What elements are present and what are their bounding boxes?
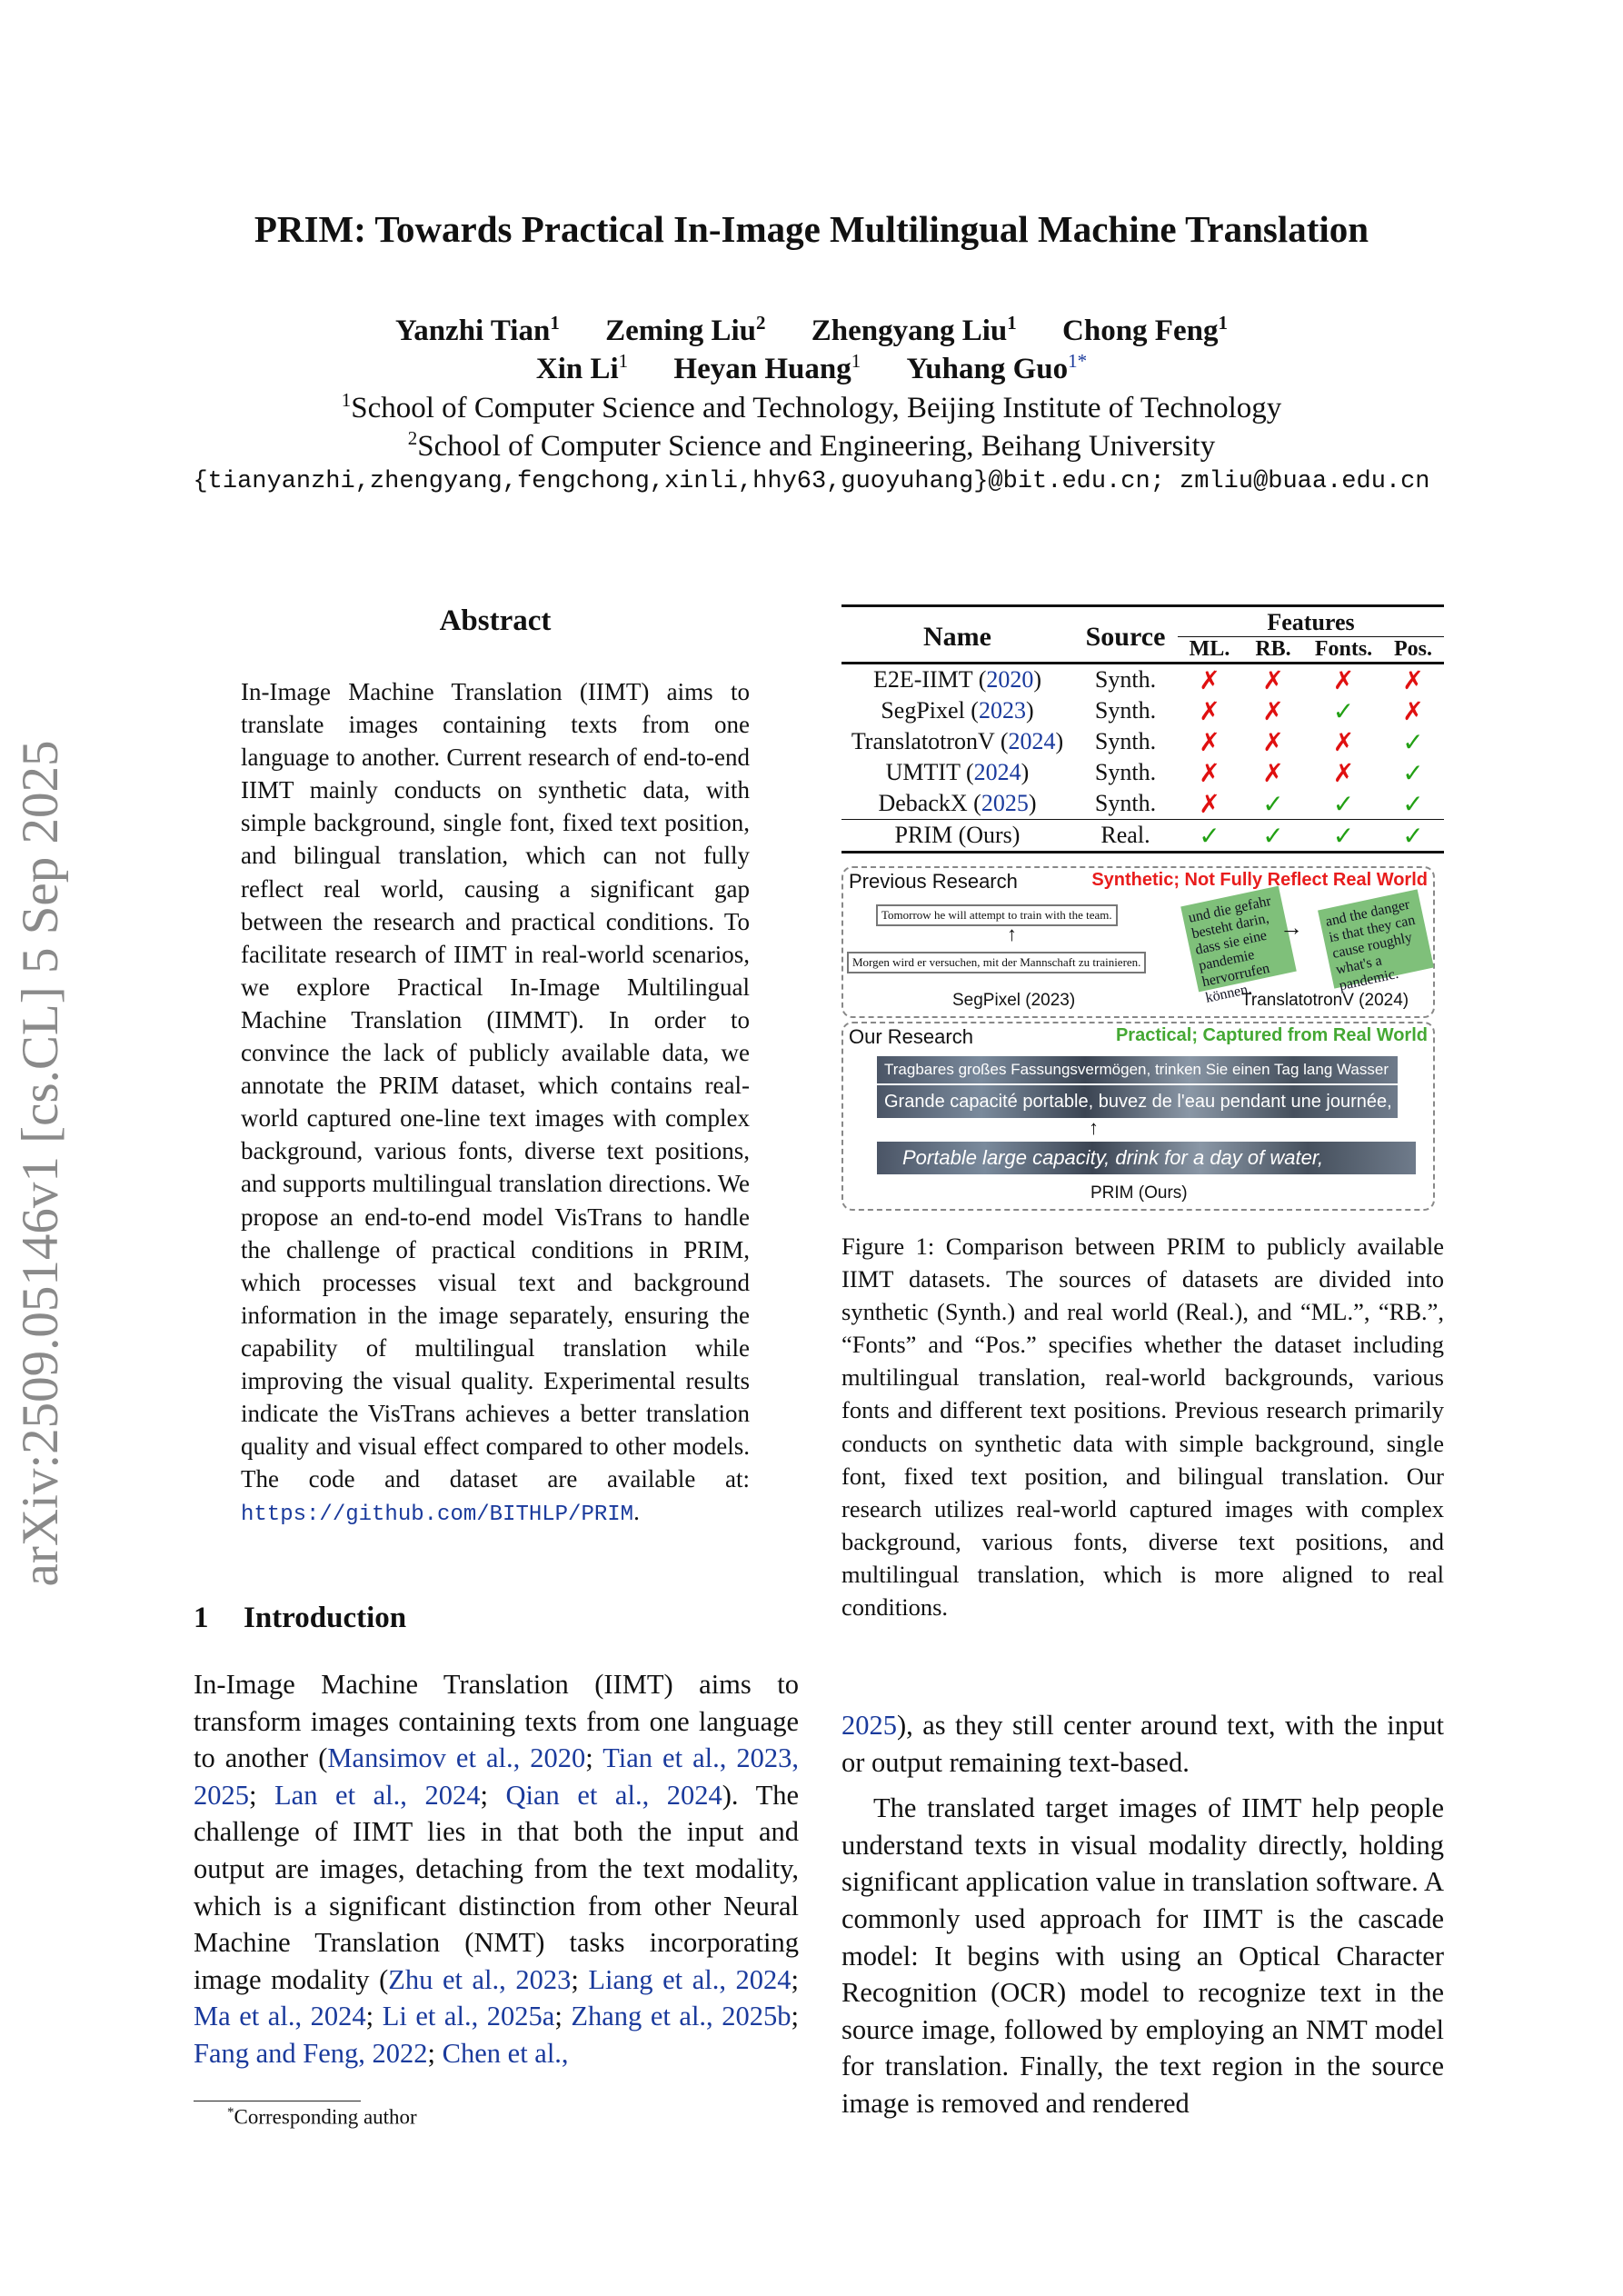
intro-paragraph-2: The translated target images of IIMT help people understand texts in visual modality directly, holding significant application value in translation software. A commonly used approach for IIMT is the cascade model: It begins with using an Optical Character Recognition (OCR) model to recognize text in the source image, followed by employing an NMT model for translation. Finally, the text region in the source image is removed and rendered xyxy=(841,1792,1444,2119)
cross-icon: ✗ xyxy=(1199,664,1220,695)
cross-icon: ✗ xyxy=(1402,664,1424,695)
citation[interactable]: 2025 xyxy=(841,1710,897,1741)
dataset-name-cell: UMTIT (2024) xyxy=(885,759,1030,785)
citation[interactable]: Li et al., 2025a xyxy=(382,2001,555,2032)
comparison-table xyxy=(841,604,1444,854)
author: Xin Li$^1$ xyxy=(535,350,629,385)
col-fonts-header: Fonts. xyxy=(1314,637,1373,661)
figure-caption: Figure 1: Comparison between PRIM to publicly available IIMT datasets. The sources of datasets are divided into synthetic (Synth.) and real world (Real.), and “ML.”, “RB.”, “Fonts” and “Pos.” specifies whether the dataset including multilingual translation, real-world backgrounds, various fonts and different text positions. Previous research primarily conducts on synthetic data with simple background, single font, fixed text position, and bilingual translation. Our research utilizes real-world captured images with complex background, various fonts, diverse text positions, and multilingual translation, which is more aligned to real conditions. xyxy=(841,1233,1444,1622)
code-link[interactable]: https://github.com/BITHLP/PRIM xyxy=(241,1502,634,1528)
citation[interactable]: Tian et al., 2023, 2025 xyxy=(194,1742,800,1811)
paper-title: PRIM: Towards Practical In-Image Multilingual Machine Translation xyxy=(254,208,1369,250)
our-research-tag: Practical; Captured from Real World xyxy=(1115,1025,1428,1045)
dataset-name-cell: PRIM (Ours) xyxy=(894,822,1021,848)
cross-icon: ✗ xyxy=(1262,757,1284,788)
check-icon: ✓ xyxy=(1332,695,1355,726)
citation[interactable]: Chen et al., xyxy=(442,2037,569,2069)
cross-icon: ✗ xyxy=(1262,695,1284,726)
col-pos-header: Pos. xyxy=(1394,637,1432,661)
check-icon: ✓ xyxy=(1402,820,1424,851)
arrow-right-icon: → xyxy=(1279,913,1303,941)
cross-icon: ✗ xyxy=(1199,726,1220,757)
col-ml-header: ML. xyxy=(1189,637,1230,661)
features-header: Features xyxy=(1178,606,1444,637)
arrow-up-icon: ↑ xyxy=(1007,923,1017,945)
abstract-heading: Abstract xyxy=(439,604,552,637)
translatotronv-target-image: and the danger is that they can cause roughly what's a pandemic. xyxy=(1318,889,1434,988)
previous-research-title: Previous Research xyxy=(849,870,1018,893)
source-cell: Synth. xyxy=(1094,759,1157,785)
arxiv-stamp: arXiv:2509.05146v1 [cs.CL] 5 Sep 2025 xyxy=(12,740,69,1587)
source-cell: Real. xyxy=(1100,822,1150,848)
prim-label: PRIM (Ours) xyxy=(1090,1183,1188,1203)
check-icon: ✓ xyxy=(1332,820,1355,851)
citation[interactable]: Ma et al., 2024 xyxy=(194,2001,366,2032)
intro-paragraph-1-continued: 2025), as they still center around text, with the input or output remaining text-based. xyxy=(841,1710,1444,1778)
citation[interactable]: Zhu et al., 2023 xyxy=(388,1963,572,1995)
citation[interactable]: Qian et al., 2024 xyxy=(505,1779,722,1811)
cross-icon: ✗ xyxy=(1262,664,1284,695)
check-icon: ✓ xyxy=(1262,788,1284,819)
cross-icon: ✗ xyxy=(1332,726,1355,757)
author: Yanzhi Tian$^1$ xyxy=(395,312,560,347)
translatotronv-source-image: und die gefahr besteht darin, dass sie eine pandemie hervorrufen können. xyxy=(1180,886,1297,993)
author: Zhengyang Liu$^1$ xyxy=(811,312,1017,347)
table-row xyxy=(841,664,1444,696)
our-research-panel xyxy=(841,1022,1435,1211)
cross-icon: ✗ xyxy=(1332,757,1355,788)
french-text-strip: Grande capacité portable, buvez de l'eau pendant une journée, xyxy=(877,1085,1398,1118)
dataset-name-cell: DebackX (2025) xyxy=(878,790,1037,816)
citation[interactable]: Liang et al., 2024 xyxy=(588,1963,792,1995)
check-icon: ✓ xyxy=(1402,757,1424,788)
citation[interactable]: Mansimov et al., 2020 xyxy=(327,1742,586,1774)
cross-icon: ✗ xyxy=(1199,788,1220,819)
intro-paragraph-1: In-Image Machine Translation (IIMT) aims to transform images containing texts from one language to another (Mansimov et al., 2020; Tian et al., 2023, 2025; Lan et al., 2024; Qian et al., 2024). The challenge of IIMT lies in that both the input and output are images, detaching from the text modality, which is a significant distinction from other Neural Machine Translation (NMT) tasks incorporating image modality (Zhu et al., 2023; Liang et al., 2024; Ma et al., 2024; Li et al., 2025a; Zhang et al., 2025b; Fang and Feng, 2022; Chen et al., xyxy=(194,1669,800,2069)
check-icon: ✓ xyxy=(1332,788,1355,819)
author-emails: {tianyanzhi,zhengyang,fengchong,xinli,hhy63,guoyuhang}@bit.edu.cn; zmliu@buaa.edu.cn xyxy=(193,468,1430,495)
citation[interactable]: Fang and Feng, 2022 xyxy=(194,2037,428,2069)
col-source-header: Source xyxy=(1085,622,1166,652)
check-icon: ✓ xyxy=(1402,726,1424,757)
citation[interactable]: Lan et al., 2024 xyxy=(274,1779,481,1811)
english-text-strip: Portable large capacity, drink for a day of water, xyxy=(877,1142,1416,1174)
citation[interactable]: 2024 xyxy=(973,759,1021,785)
table-row xyxy=(841,788,1444,820)
table-row xyxy=(841,726,1444,757)
arrow-up-icon: ↑ xyxy=(1089,1116,1099,1139)
table-body xyxy=(841,664,1444,853)
citation[interactable]: 2023 xyxy=(978,697,1026,724)
check-icon: ✓ xyxy=(1199,820,1220,851)
table-row xyxy=(841,820,1444,853)
cross-icon: ✗ xyxy=(1262,726,1284,757)
dataset-name-cell: E2E-IIMT (2020) xyxy=(872,666,1042,693)
abstract-body: In-Image Machine Translation (IIMT) aims to translate images containing texts from one language to another. Current research of end-to-end IIMT mainly conducts on synthetic data, with simple background, single font, fixed text position, and bilingual translation, which can not fully reflect real world, causing a significant gap between the research and practical conditions. To facilitate research of IIMT in real-world scenarios, we explore Practical In-Image Multilingual Machine Translation (IIMMT). In order to convince the lack of publicly available data, we annotate the PRIM dataset, which contains real-world captured one-line text images with complex background, various fonts, diverse text positions, and supports multilingual translation directions. We propose an end-to-end model VisTrans to handle the challenge of practical conditions in PRIM, which processes visual text and background information in the image separately, ensuring the capability of multilingual translation while improving the visual quality. Experimental results indicate the VisTrans achieves a better translation quality and visual effect compared to other models. The code and dataset are available at: https://github.com/BITHLP/PRIM. xyxy=(241,678,750,1528)
table-row xyxy=(841,757,1444,788)
affiliation-2: $^2$School of Computer Science and Engineering, Beihang University xyxy=(407,427,1216,463)
citation[interactable]: 2024 xyxy=(1008,728,1056,754)
author: Chong Feng$^1$ xyxy=(1062,312,1228,347)
col-rb-header: RB. xyxy=(1255,637,1291,661)
check-icon: ✓ xyxy=(1402,788,1424,819)
source-cell: Synth. xyxy=(1094,790,1157,816)
segpixel-label: SegPixel (2023) xyxy=(952,991,1076,1010)
section-heading-introduction: 1 Introduction xyxy=(194,1602,407,1634)
check-icon: ✓ xyxy=(1262,820,1284,851)
segpixel-input-text: Morgen wird er versuchen, mit der Mannschaft zu trainieren. xyxy=(847,952,1146,973)
citation[interactable]: 2020 xyxy=(986,666,1034,693)
right-column-text xyxy=(841,1707,1444,2122)
dataset-name-cell: SegPixel (2023) xyxy=(881,697,1034,724)
translatotronv-label: TranslatotronV (2024) xyxy=(1241,991,1409,1010)
dataset-name-cell: TranslatotronV (2024) xyxy=(851,728,1064,754)
segpixel-output-text: Tomorrow he will attempt to train with the team. xyxy=(876,904,1118,926)
cross-icon: ✗ xyxy=(1199,757,1220,788)
footnote: *Corresponding author xyxy=(227,2105,417,2129)
our-research-title: Our Research xyxy=(849,1025,973,1048)
affiliation-1: $^1$School of Computer Science and Technology, Beijing Institute of Technology xyxy=(341,389,1282,424)
col-name-header: Name xyxy=(923,622,991,652)
table-row xyxy=(841,695,1444,726)
source-cell: Synth. xyxy=(1094,728,1157,754)
source-text-strip: Tragbares großes Fassungsvermögen, trinken Sie einen Tag lang Wasser xyxy=(877,1056,1398,1083)
author-row-1 xyxy=(0,312,1623,348)
citation[interactable]: Zhang et al., 2025b xyxy=(571,2001,792,2032)
citation[interactable]: 2025 xyxy=(981,790,1029,816)
cross-icon: ✗ xyxy=(1402,695,1424,726)
previous-research-panel xyxy=(841,866,1435,1018)
cross-icon: ✗ xyxy=(1199,695,1220,726)
previous-research-tag: Synthetic; Not Fully Reflect Real World xyxy=(1091,870,1428,890)
author: Zeming Liu$^2$ xyxy=(605,312,766,347)
author-row-2 xyxy=(0,350,1623,386)
source-cell: Synth. xyxy=(1094,666,1157,693)
cross-icon: ✗ xyxy=(1332,664,1355,695)
author: Heyan Huang$^1$ xyxy=(673,350,861,385)
source-cell: Synth. xyxy=(1094,697,1157,724)
author: Yuhang Guo$^{1*}$ xyxy=(906,350,1088,385)
